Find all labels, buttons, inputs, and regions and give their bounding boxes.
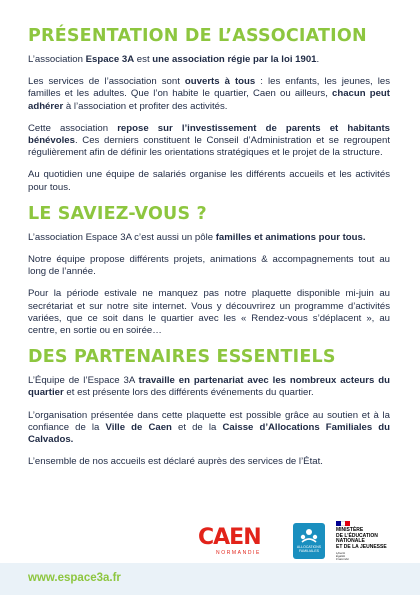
section-title-partenaires: DES PARTENAIRES ESSENTIELS (28, 347, 336, 368)
paragraph (28, 288, 390, 337)
paragraph (28, 123, 390, 160)
section-title-presentation: PRÉSENTATION DE L’ASSOCIATION (28, 26, 367, 46)
text-run: . Ces derniers constituent le Conseil d’Administration et se regroupent régulièrement afin de définir les orientations stratégiques et le projet de la structure. (28, 135, 390, 159)
paragraph (28, 169, 390, 193)
website-link[interactable]: www.espace3a.fr (28, 572, 121, 584)
section-title-saviez-vous: LE SAVIEZ-VOUS ? (28, 203, 207, 224)
bold-text: chacun peut adhérer (28, 88, 390, 112)
bold-text: ouverts à tous (184, 76, 256, 88)
text-run: Notre équipe propose différents projets, animations & accompagnements tout au long de l’année. (28, 254, 390, 278)
paragraph (28, 375, 390, 399)
caen-logo-word: CAEN (198, 525, 261, 550)
text-run: Les services de l’association sont (28, 76, 185, 88)
text-run: Pour la période estivale ne manquez pas notre plaquette disponible mi-juin au secrétariat et sur notre site internet. Vous y découvrirez un programme d’activités variées, que ce soit dans le quartier avec les « Rendez-vous s’déplacent », au centre, en sortie ou en soirée… (28, 288, 390, 337)
text-run: L’ensemble de nos accueils est déclaré auprès des services de l’État. (28, 456, 323, 468)
caf-logo-text: ALLOCATIONS FAMILIALES (296, 545, 322, 553)
caen-logo (198, 527, 278, 559)
text-run: L’association (28, 54, 86, 65)
text-run: et est présente lors des différents événements du quartier. (63, 387, 314, 399)
text-run: : les enfants, les jeunes, les familles et les adultes. Que l’on habite le quartier, Caen ou ailleurs, (28, 76, 391, 100)
bold-text: travaille en partenariat avec les nombreux acteurs du quartier (28, 375, 390, 399)
text-run: à l’association et profiter des activités. (63, 100, 228, 112)
text-run: Cette association (28, 122, 118, 134)
paragraph (28, 410, 390, 447)
ministry-motto: Liberté Égalité Fraternité (336, 551, 349, 562)
bold-text: familles et animations pour tous. (215, 231, 366, 243)
paragraph (28, 54, 390, 66)
ministry-logo (336, 521, 388, 561)
text-run: . (316, 54, 320, 65)
bold-text: une association régie par la loi 1901 (152, 54, 317, 65)
bold-text: Ville de Caen (105, 421, 172, 433)
main-content (28, 26, 390, 478)
text-run: Au quotidien une équipe de salariés organise les différents accueils et les activités pour tous. (28, 169, 390, 193)
bold-text: Caisse d’Allocations Familiales du Calvados. (28, 421, 391, 446)
text-run: est (134, 54, 153, 65)
partner-logos (198, 521, 388, 561)
text-run: L’Équipe de l’Espace 3A (28, 375, 139, 387)
footer-bar (0, 563, 420, 595)
caf-logo (293, 523, 325, 559)
paragraph (28, 232, 390, 244)
paragraph (28, 76, 390, 113)
text-run: et de la (171, 421, 223, 433)
french-flag-icon (336, 521, 350, 526)
text-run: L’association Espace 3A c’est aussi un pôle (28, 231, 216, 243)
bold-text: Espace 3A (85, 54, 135, 65)
caen-logo-subtitle: NORMANDIE (216, 550, 261, 556)
bold-text: repose sur l’investissement de parents et habitants bénévoles (28, 122, 390, 147)
caf-emblem-icon (299, 526, 319, 544)
ministry-name: MINISTÈRE DE L’ÉDUCATION NATIONALE ET DE LA JEUNESSE (336, 527, 387, 550)
text-run: L’organisation présentée dans cette plaquette est possible grâce au soutien et à la confiance de la (28, 409, 390, 433)
paragraph (28, 456, 390, 468)
paragraph (28, 254, 390, 278)
